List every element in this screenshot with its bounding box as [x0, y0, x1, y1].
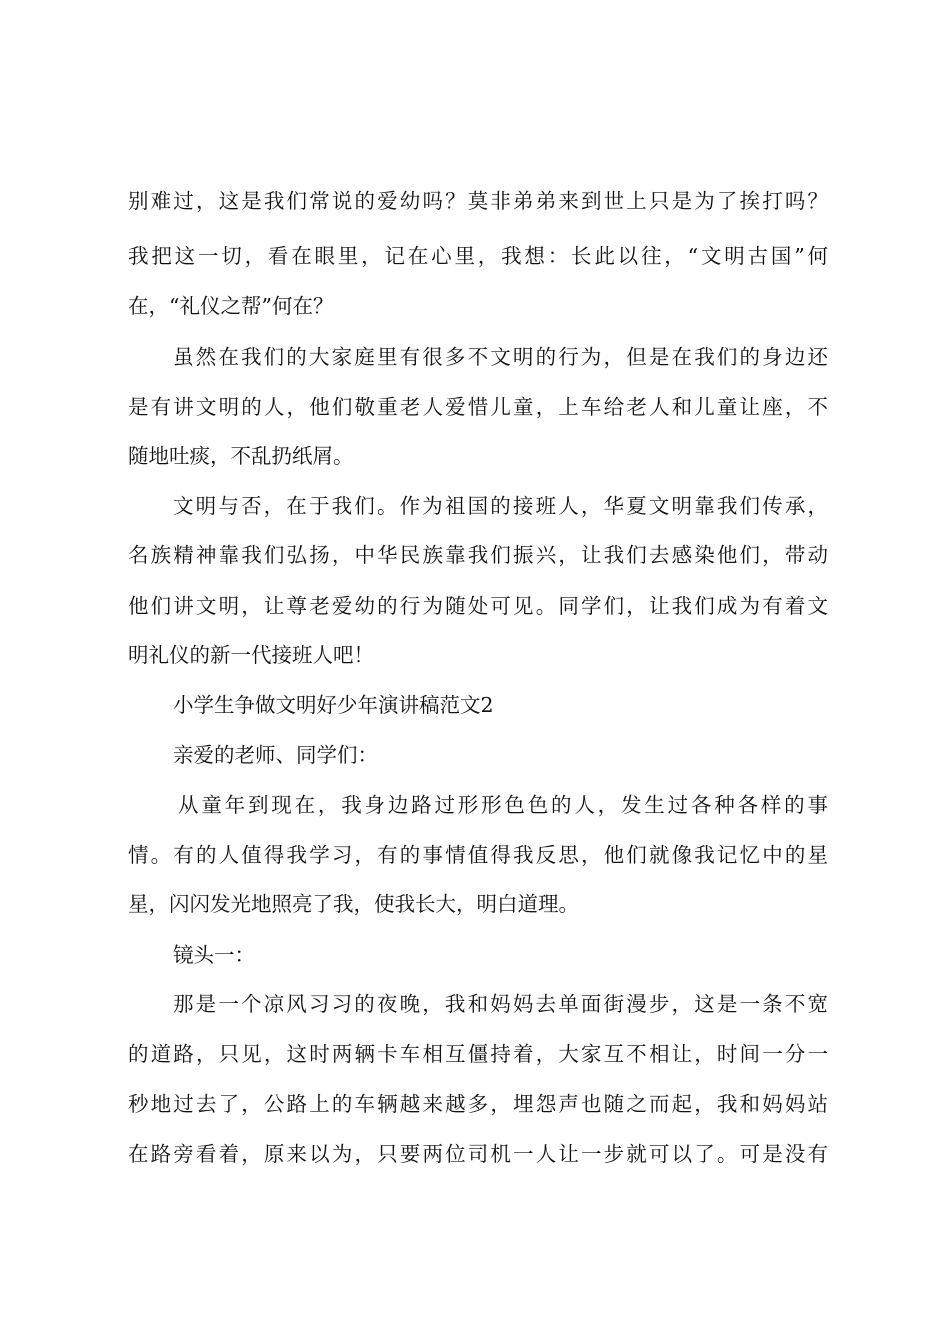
text-line: 的道路，只见，这时两辆卡车相互僵持着，大家互不相让，时间一分一	[128, 1042, 828, 1066]
text-line: 情。有的人值得我学习，有的事情值得我反思，他们就像我记忆中的星	[128, 843, 828, 867]
salutation: 亲爱的老师、同学们：	[173, 743, 378, 767]
paragraph-first-line: 虽然在我们的大家庭里有很多不文明的行为，但是在我们的身边还	[173, 345, 828, 369]
section-title: 小学生争做文明好少年演讲稿范文2	[173, 693, 494, 717]
text-line: 他们讲文明，让尊老爱幼的行为随处可见。同学们，让我们成为有着文	[128, 594, 828, 618]
text-line: 是有讲文明的人，他们敬重老人爱惜儿童，上车给老人和儿童让座，不	[128, 395, 828, 419]
text-line: 在，“礼仪之帮”何在？	[128, 294, 334, 318]
text-line: 星，闪闪发光地照亮了我，使我长大，明白道理。	[128, 892, 579, 916]
subheading: 镜头一：	[173, 943, 255, 967]
paragraph-first-line: 从童年到现在，我身边路过形形色色的人，发生过各种各样的事	[178, 793, 828, 817]
paragraph-first-line: 那是一个凉风习习的夜晚，我和妈妈去单面街漫步，这是一条不宽	[173, 992, 828, 1016]
text-line: 名族精神靠我们弘扬，中华民族靠我们振兴，让我们去感染他们，带动	[128, 543, 828, 567]
text-line: 明礼仪的新一代接班人吧！	[128, 643, 374, 667]
text-line: 我把这一切，看在眼里，记在心里，我想：长此以往，“文明古国”何	[128, 244, 828, 268]
paragraph-first-line: 文明与否，在于我们。作为祖国的接班人，华夏文明靠我们传承，	[173, 494, 828, 518]
text-line: 别难过，这是我们常说的爱幼吗？莫非弟弟来到世上只是为了挨打吗？	[128, 189, 828, 213]
text-line: 在路旁看着，原来以为，只要两位司机一人让一步就可以了。可是没有	[128, 1142, 828, 1166]
text-line: 秒地过去了，公路上的车辆越来越多，埋怨声也随之而起，我和妈妈站	[128, 1092, 828, 1116]
text-line: 随地吐痰，不乱扔纸屑。	[128, 444, 354, 468]
